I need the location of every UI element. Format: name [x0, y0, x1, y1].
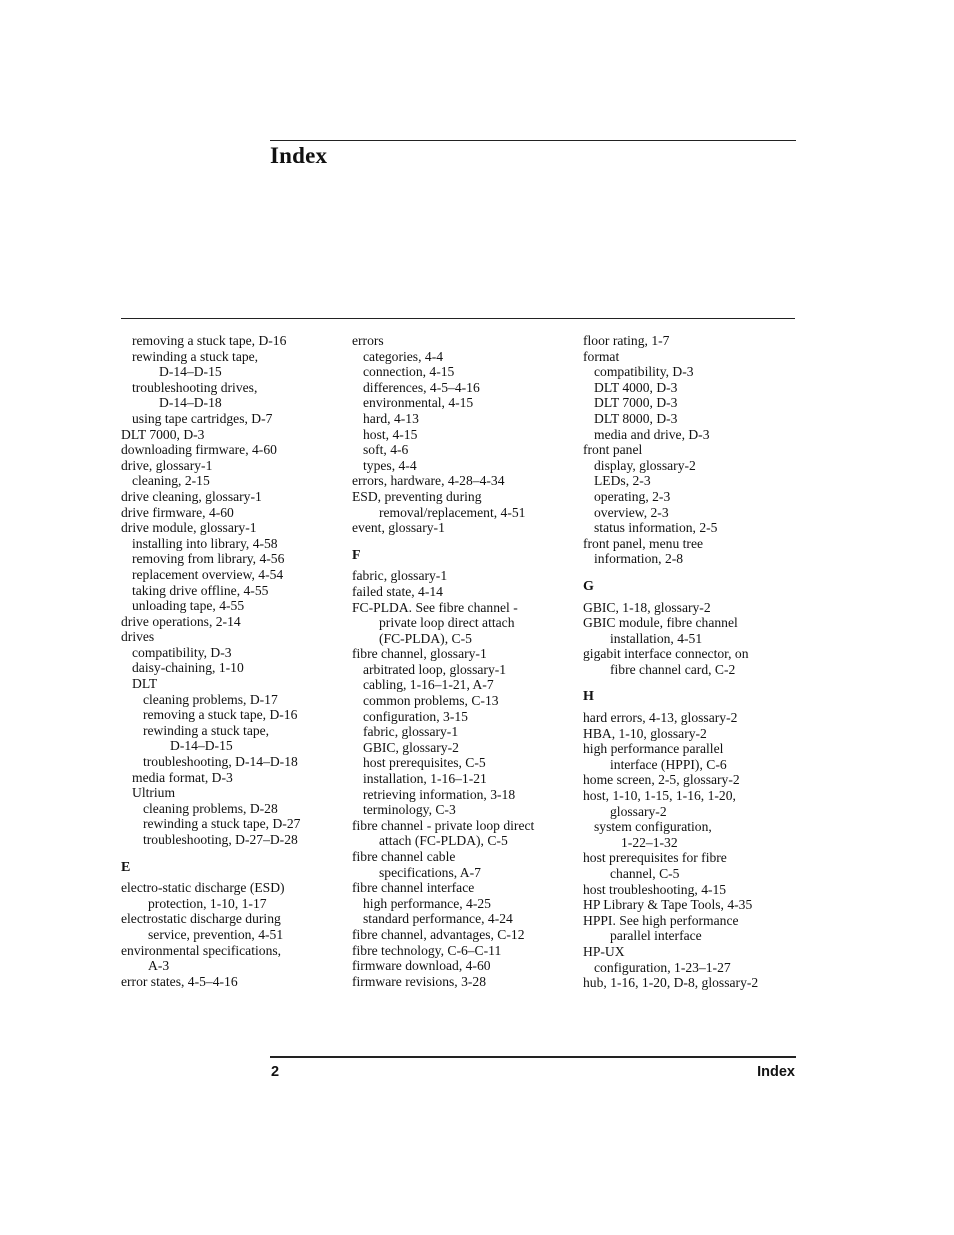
index-entry: FC-PLDA. See fibre channel -: [352, 599, 518, 615]
index-entry: LEDs, 2-3: [594, 473, 651, 489]
index-entry: errors: [352, 333, 384, 348]
index-entry: troubleshooting, D-14–D-18: [143, 754, 298, 770]
index-entry: attach (FC-PLDA), C-5: [379, 833, 508, 849]
index-entry: DLT: [132, 676, 158, 692]
index-entry: removing from library, 4-56: [132, 551, 285, 567]
index-entry: service, prevention, 4-51: [148, 926, 284, 942]
index-entry: gigabit interface connector, on: [583, 646, 749, 662]
index-entry: drive operations, 2-14: [121, 613, 241, 629]
index-entry: fibre channel, glossary-1: [352, 646, 487, 662]
index-entry: troubleshooting drives,: [132, 379, 258, 395]
index-entry: Ultrium: [132, 785, 176, 801]
index-entry: fibre channel card, C-2: [610, 661, 736, 677]
index-entry: format: [583, 348, 620, 364]
index-entry: error states, 4-5–4-16: [121, 973, 238, 989]
index-entry: differences, 4-5–4-16: [363, 379, 480, 395]
index-entry: GBIC module, fibre channel: [583, 615, 738, 631]
index-entry: GBIC, 1-18, glossary-2: [583, 599, 711, 615]
index-entry: fibre channel interface: [352, 880, 475, 896]
index-entry: (FC-PLDA), C-5: [379, 630, 472, 646]
index-entry: 1-22–1-32: [621, 834, 678, 850]
index-entry: fabric, glossary-1: [363, 724, 459, 740]
index-entry: configuration, 3-15: [363, 708, 468, 724]
index-entry: host, 4-15: [363, 426, 418, 442]
index-entry: GBIC, glossary-2: [363, 739, 459, 755]
index-entry: channel, C-5: [610, 866, 680, 881]
index-entry: electro-static discharge (ESD): [121, 880, 285, 896]
index-entry: specifications, A-7: [379, 864, 481, 880]
index-entry: host prerequisites, C-5: [363, 755, 486, 771]
index-entry: taking drive offline, 4-55: [132, 582, 269, 598]
index-entry: media and drive, D-3: [594, 426, 710, 442]
index-entry: front panel: [583, 442, 643, 458]
index-entry: compatibility, D-3: [594, 364, 694, 380]
index-entry: front panel, menu tree: [583, 535, 704, 551]
index-entry: fibre channel, advantages, C-12: [352, 926, 525, 942]
index-entry: installation, 4-51: [610, 630, 703, 646]
index-entry: cleaning problems, D-17: [143, 691, 278, 707]
index-entry: DLT 8000, D-3: [594, 410, 678, 426]
index-entry: drive, glossary-1: [121, 457, 213, 473]
index-entry: downloading firmware, 4-60: [121, 442, 277, 458]
index-entry: hub, 1-16, 1-20, D-8, glossary-2: [583, 975, 759, 991]
index-entry: HP-UX: [583, 943, 625, 959]
index-entry: overview, 2-3: [594, 504, 669, 520]
index-entry: environmental, 4-15: [363, 395, 474, 411]
index-entry: host, 1-10, 1-15, 1-16, 1-20,: [583, 788, 736, 804]
index-entry: compatibility, D-3: [132, 644, 232, 660]
index-entry: media format, D-3: [132, 769, 233, 785]
index-entry: replacement overview, 4-54: [132, 566, 284, 582]
index-entry: removal/replacement, 4-51: [379, 504, 526, 520]
index-entry: display, glossary-2: [594, 457, 696, 473]
index-entry: ESD, preventing during: [352, 488, 482, 504]
page-title: Index: [270, 143, 328, 168]
index-column-3: [583, 333, 758, 991]
index-entry: retrieving information, 3-18: [363, 786, 516, 802]
index-entry: daisy-chaining, 1-10: [132, 660, 244, 676]
index-entry: status information, 2-5: [594, 520, 718, 536]
index-entry: categories, 4-4: [363, 348, 444, 364]
index-letter-heading: E: [121, 859, 131, 875]
index-entry: host prerequisites for fibre: [583, 850, 727, 866]
index-entry: floor rating, 1-7: [583, 333, 670, 348]
index-entry: rewinding a stuck tape,: [143, 722, 270, 738]
index-entry: D-14–D-18: [159, 395, 222, 411]
footer-section-title: Index: [757, 1064, 795, 1080]
index-entry: removing a stuck tape, D-16: [132, 333, 287, 348]
index-column-2: [352, 333, 534, 989]
index-entry: HBA, 1-10, glossary-2: [583, 725, 707, 741]
index-entry: private loop direct attach: [379, 615, 515, 631]
index-entry: firmware download, 4-60: [352, 958, 491, 974]
index-entry: protection, 1-10, 1-17: [148, 895, 267, 911]
index-entry: unloading tape, 4-55: [132, 598, 245, 614]
index-letter-heading: G: [583, 578, 594, 594]
index-entry: soft, 4-6: [363, 442, 409, 458]
index-entry: drives: [121, 629, 155, 645]
index-entry: hard errors, 4-13, glossary-2: [583, 710, 738, 726]
header-rule: [270, 140, 796, 141]
index-entry: operating, 2-3: [594, 488, 671, 504]
index-entry: configuration, 1-23–1-27: [594, 959, 731, 975]
index-entry: common problems, C-13: [363, 693, 499, 709]
index-entry: host troubleshooting, 4-15: [583, 881, 727, 897]
index-entry: HP Library & Tape Tools, 4-35: [583, 897, 753, 913]
index-entry: arbitrated loop, glossary-1: [363, 661, 507, 677]
index-entry: removing a stuck tape, D-16: [143, 707, 298, 723]
index-entry: system configuration,: [594, 819, 712, 835]
index-entry: HPPI. See high performance: [583, 912, 739, 928]
index-entry: DLT 4000, D-3: [594, 379, 678, 395]
index-entry: D-14–D-15: [170, 738, 233, 754]
index-entry: terminology, C-3: [363, 802, 456, 818]
index-entry: cleaning, 2-15: [132, 473, 210, 489]
index-entry: installation, 1-16–1-21: [363, 771, 487, 787]
index-entry: D-14–D-15: [159, 364, 222, 380]
index-entry: drive cleaning, glossary-1: [121, 488, 262, 504]
index-entry: hard, 4-13: [363, 410, 419, 426]
index-letter-heading: H: [583, 689, 594, 705]
footer-rule: [270, 1056, 796, 1058]
index-entry: interface (HPPI), C-6: [610, 756, 727, 772]
index-entry: errors, hardware, 4-28–4-34: [352, 473, 505, 489]
index-column-1: [121, 333, 300, 989]
index-entry: cleaning problems, D-28: [143, 800, 278, 816]
index-entry: standard performance, 4-24: [363, 911, 513, 927]
index-entry: using tape cartridges, D-7: [132, 410, 273, 426]
index-entry: cabling, 1-16–1-21, A-7: [363, 677, 494, 693]
index-entry: DLT 7000, D-3: [121, 426, 205, 442]
index-entry: connection, 4-15: [363, 364, 455, 380]
index-entry: home screen, 2-5, glossary-2: [583, 772, 740, 788]
index-entry: fibre channel cable: [352, 849, 456, 864]
content-top-rule: [121, 318, 795, 319]
index-entry: drive firmware, 4-60: [121, 504, 234, 520]
index-entry: firmware revisions, 3-28: [352, 973, 487, 989]
index-entry: installing into library, 4-58: [132, 535, 278, 551]
page-number: 2: [271, 1064, 280, 1080]
index-entry: DLT 7000, D-3: [594, 395, 678, 411]
index-entry: failed state, 4-14: [352, 583, 443, 599]
index-entry: types, 4-4: [363, 457, 417, 473]
index-entry: parallel interface: [610, 928, 702, 944]
index-entry: fibre channel - private loop direct: [352, 817, 535, 833]
index-entry: drive module, glossary-1: [121, 520, 257, 536]
index-entry: fibre technology, C-6–C-11: [352, 942, 502, 958]
index-entry: fabric, glossary-1: [352, 568, 448, 584]
index-entry: electrostatic discharge during: [121, 911, 281, 927]
index-entry: high performance parallel: [583, 741, 724, 757]
index-entry: information, 2-8: [594, 551, 684, 567]
index-entry: glossary-2: [610, 803, 667, 819]
index-entry: high performance, 4-25: [363, 895, 491, 911]
index-entry: environmental specifications,: [121, 942, 282, 958]
index-entry: troubleshooting, D-27–D-28: [143, 832, 298, 847]
index-letter-heading: F: [352, 547, 361, 563]
index-entry: rewinding a stuck tape,: [132, 348, 259, 364]
index-entry: event, glossary-1: [352, 520, 445, 536]
index-entry: A-3: [148, 958, 170, 974]
index-entry: rewinding a stuck tape, D-27: [143, 816, 301, 832]
